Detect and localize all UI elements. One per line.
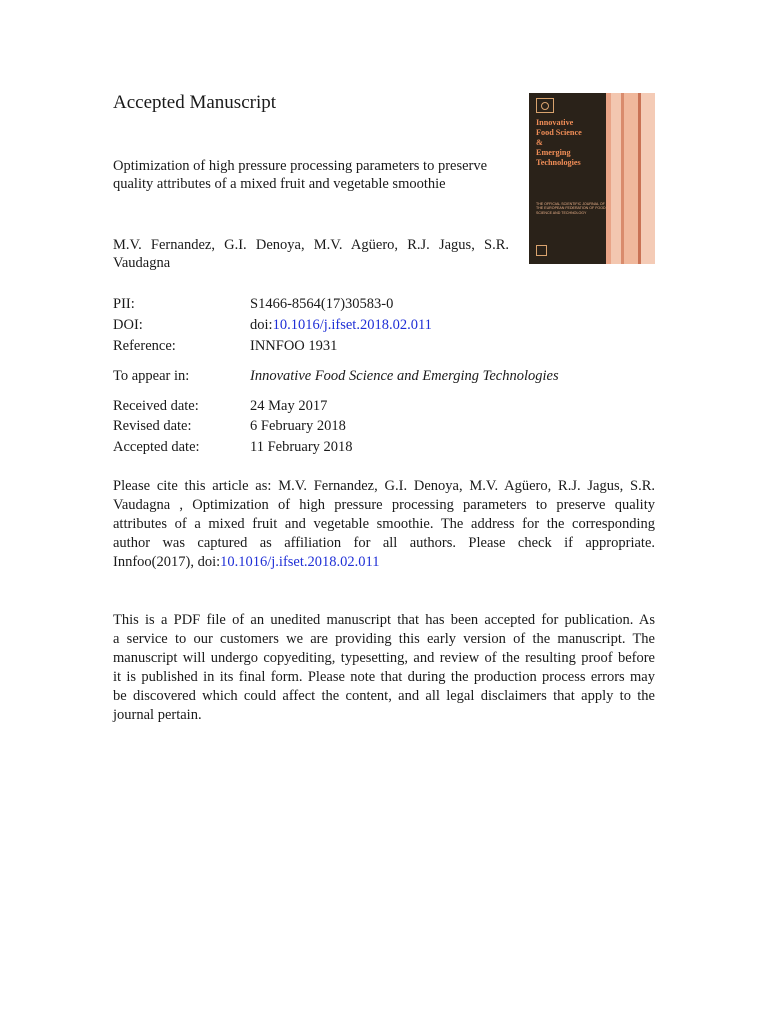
journal-name-line: Food Science <box>536 128 582 137</box>
doi-value <box>250 316 432 334</box>
journal-value: Innovative Food Science and Emerging Technologies <box>250 368 559 384</box>
citation-paragraph <box>113 477 655 572</box>
citation-line: author was captured as affiliation for all authors. Please check if appropriate. <box>113 535 655 551</box>
meta-label: DOI: <box>113 317 143 333</box>
citation-line: Please cite this article as: M.V. Fernandez, G.I. Denoya, M.V. Agüero, R.J. Jagus, S.R. <box>113 478 655 494</box>
journal-name <box>536 118 602 168</box>
doi-link[interactable]: 10.1016/j.ifset.2018.02.011 <box>272 317 432 333</box>
meta-label: Accepted date: <box>113 439 200 455</box>
author-line: M.V. Fernandez, G.I. Denoya, M.V. Agüero, R.J. Jagus, S.R. <box>113 237 509 253</box>
disclaimer-line: This is a PDF file of an unedited manuscript that has been accepted for publication. As <box>113 612 655 628</box>
reference-value: INNFOO 1931 <box>250 338 338 354</box>
disclaimer-line: journal pertain. <box>113 707 202 723</box>
journal-cover-image <box>529 93 655 264</box>
disclaimer-line: manuscript will undergo copyediting, typesetting, and review of the resulting proof before <box>113 650 655 666</box>
article-title-line: Optimization of high pressure processing parameters to preserve <box>113 158 488 174</box>
citation-line: Vaudagna , Optimization of high pressure processing parameters to preserve quality <box>113 497 655 513</box>
doi-prefix: doi: <box>250 317 273 333</box>
journal-tagline: THE OFFICIAL SCIENTIFIC JOURNAL OF THE EUROPEAN FEDERATION OF FOOD SCIENCE AND TECHNOLOGY <box>536 202 606 215</box>
disclaimer-paragraph <box>113 611 655 725</box>
meta-label: Received date: <box>113 398 199 414</box>
citation-line <box>113 553 655 572</box>
publisher-mark-icon <box>536 245 547 256</box>
meta-label: To appear in: <box>113 368 190 384</box>
received-date: 24 May 2017 <box>250 398 328 414</box>
author-list <box>113 236 509 272</box>
meta-label: Revised date: <box>113 418 192 434</box>
page-heading: Accepted Manuscript <box>113 92 277 113</box>
journal-name-line: & <box>536 138 543 147</box>
meta-label: Reference: <box>113 338 176 354</box>
disclaimer-line: be discovered which could affect the content, and all legal disclaimers that apply to the <box>113 688 655 704</box>
journal-name-line: Technologies <box>536 158 581 167</box>
article-title-line: quality attributes of a mixed fruit and vegetable smoothie <box>113 176 446 192</box>
article-title <box>113 157 513 193</box>
elsevier-tree-icon <box>536 98 554 113</box>
disclaimer-line: a service to our customers we are providing this early version of the manuscript. The <box>113 631 655 647</box>
pii-value: S1466-8564(17)30583-0 <box>250 296 394 312</box>
accepted-date: 11 February 2018 <box>250 439 353 455</box>
author-line: Vaudagna <box>113 255 171 271</box>
journal-name-line: Emerging <box>536 148 571 157</box>
meta-label: PII: <box>113 296 135 312</box>
revised-date: 6 February 2018 <box>250 418 346 434</box>
citation-line: attributes of a mixed fruit and vegetable smoothie. The address for the corresponding <box>113 516 655 532</box>
journal-name-line: Innovative <box>536 118 574 127</box>
citation-doi-prefix: Innfoo(2017), doi: <box>113 554 221 570</box>
disclaimer-line: it is published in its final form. Please note that during the production process errors may <box>113 669 655 685</box>
citation-doi-link[interactable]: 10.1016/j.ifset.2018.02.011 <box>220 554 380 570</box>
